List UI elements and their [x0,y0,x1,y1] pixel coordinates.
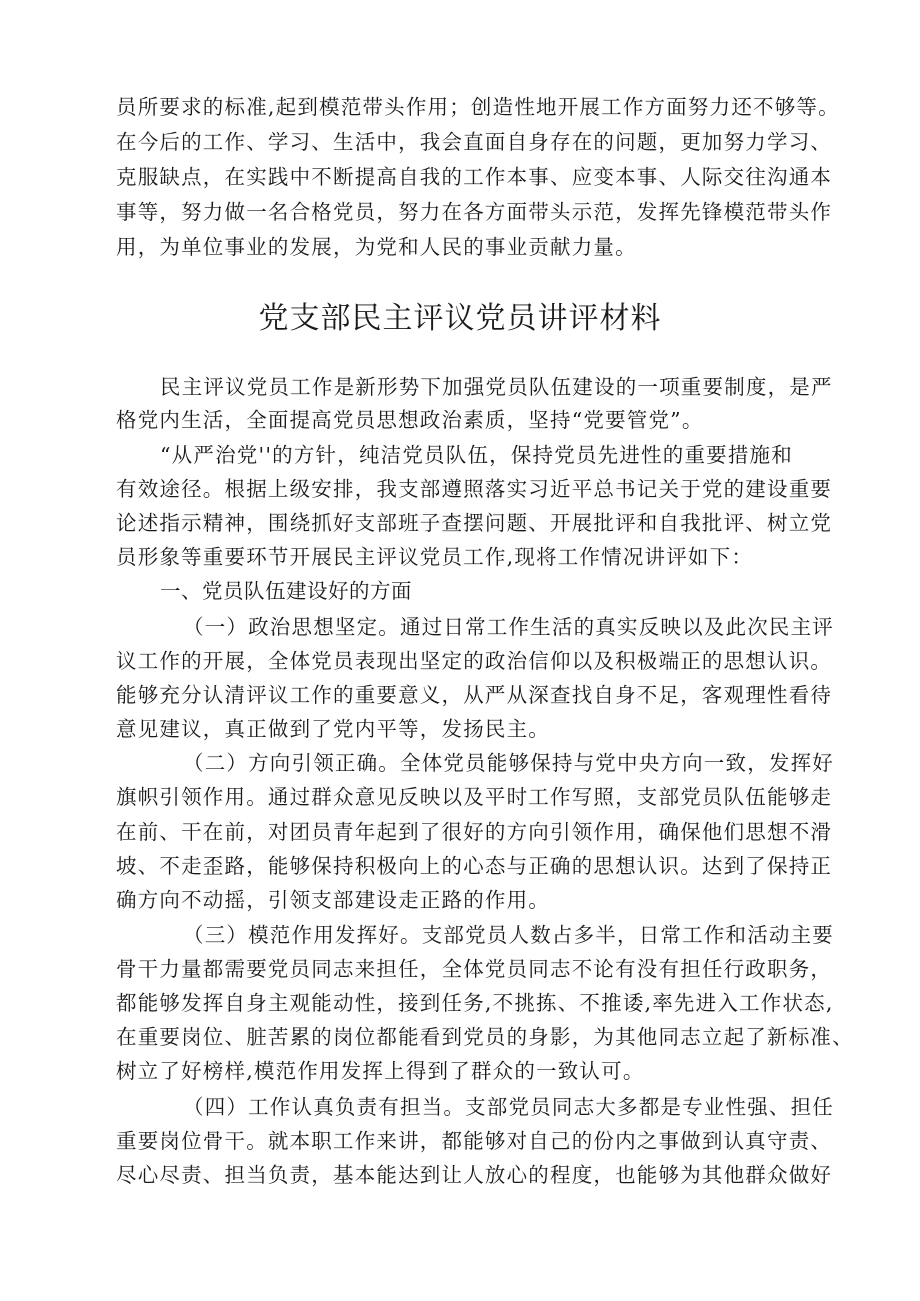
section-line: 都能够发挥自身主观能动性，接到任务,不挑拣、不推诿,率先进入工作状态, [116,991,834,1015]
section-line: 意见建议，真正做到了党内平等，发扬民主。 [116,717,550,741]
section-line: 旗帜引领作用。通过群众意见反映以及平时工作写照，支部党员队伍能够走 [116,785,833,809]
paragraph-line: 格党内生活，全面提高党员思想政治素质，坚持“党要管党”。 [116,408,704,432]
intro-line: 克服缺点，在实践中不断提高自我的工作本事、应变本事、人际交往沟通本 [116,165,833,189]
section-line: 骨干力量都需要党员同志来担任，全体党员同志不论有没有担任行政职务， [116,957,833,981]
section-line: （三）模范作用发挥好。支部党员人数占多半，日常工作和活动主要 [183,923,834,947]
section-line: 在前、干在前，对团员青年起到了很好的方向引领作用，确保他们思想不滑 [116,820,833,844]
section-line: 能够充分认清评议工作的重要意义，从严从深查找自身不足，客观理性看待 [116,683,833,707]
section-line: 议工作的开展，全体党员表现出坚定的政治信仰以及积极端正的思想认识。 [116,649,833,673]
paragraph-line: 论述指示精神，围绕抓好支部班子查摆问题、开展批评和自我批评、树立党 [116,511,833,535]
section-line: （二）方向引领正确。全体党员能够保持与党中央方向一致，发挥好 [183,751,834,775]
intro-line: 在今后的工作、学习、生活中，我会直面自身存在的问题，更加努力学习、 [116,130,833,154]
section-line: （一）政治思想坚定。通过日常工作生活的真实反映以及此次民主评 [183,615,834,639]
section-line: 在重要岗位、脏苦累的岗位都能看到党员的身影，为其他同志立起了新标准、 [116,1025,854,1049]
intro-line: 用，为单位事业的发展，为党和人民的事业贡献力量。 [116,235,637,259]
intro-line: 员所要求的标准,起到模范带头作用；创造性地开展工作方面努力还不够等。 [116,95,840,119]
section-heading: 一、党员队伍建设好的方面 [160,579,412,603]
paragraph-line: “从严治党''的方针，纯洁党员队伍，保持党员先进性的重要措施和 [160,443,793,467]
intro-line: 事等，努力做一名合格党员，努力在各方面带头示范，发挥先锋模范带头作 [116,200,833,224]
section-line: 坡、不走歪路，能够保持积极向上的心态与正确的思想认识。达到了保持正 [116,854,833,878]
section-line: 确方向不动摇，引领支部建设走正路的作用。 [116,888,550,912]
paragraph-line: 民主评议党员工作是新形势下加强党员队伍建设的一项重要制度，是严 [160,375,833,399]
section-line: 尽心尽责、担当负责，基本能达到让人放心的程度，也能够为其他群众做好 [116,1163,833,1187]
section-line: 树立了好榜样,模范作用发挥上得到了群众的一致认可。 [116,1059,645,1083]
document-title: 党支部民主评议党员讲评材料 [258,301,662,336]
section-line: 重要岗位骨干。就本职工作来讲，都能够对自己的份内之事做到认真守责、 [116,1129,833,1153]
paragraph-line: 员形象等重要环节开展民主评议党员工作,现将工作情况讲评如下： [116,545,754,569]
section-line: （四）工作认真负责有担当。支部党员同志大多都是专业性强、担任 [183,1095,834,1119]
paragraph-line: 有效途径。根据上级安排，我支部遵照落实习近平总书记关于党的建设重要 [116,477,833,501]
